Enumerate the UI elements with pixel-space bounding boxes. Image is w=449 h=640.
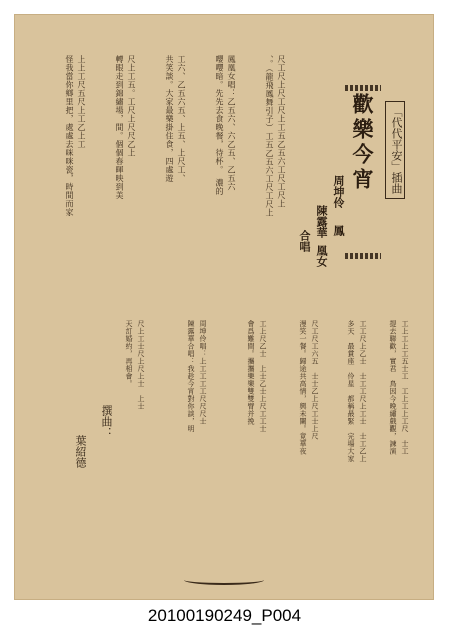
title-ornament-top <box>345 85 381 91</box>
upper-col-1: 尺工尺上尺工尺上工五乙五六工尺工尺上 <box>277 55 286 208</box>
lower-col-2: 提去聯歡，實君 鳥因今晚繡戲觀，諫演 <box>389 320 397 455</box>
lower-col-6: 漫笑一餐。歸途共高情，興未闌。竟華夜 <box>299 320 307 455</box>
upper-col-4: 嚶嚶暗。先先去食晚餐，待杯。 濃的 <box>215 55 224 196</box>
upper-col-3: 鳳凰女唱：乙五六、六乙五、乙五六 <box>227 55 236 191</box>
title-box: 「代代平安」插曲 <box>385 101 405 199</box>
lower-col-1: 工上工上工五士工 工上工上工尺 士工 <box>401 320 409 455</box>
upper-col-6: 共笑談。大家最樂掛住食，四處遊 <box>165 55 174 183</box>
performer-1: 周坤伶 <box>332 175 345 208</box>
lower-col-7: 工上尺乙士 上士乙士上尺工工士 <box>259 320 267 433</box>
document-page <box>14 14 434 600</box>
lower-col-9: 周坤伶唱：上工工工工尺尺尺士 <box>199 320 207 425</box>
upper-col-10: 怪我當你鄉里把，處處去咪咪瓷，時間而家 <box>65 55 74 217</box>
upper-col-7: 尺上工五。工尺上尺尺乙上 <box>127 55 136 157</box>
upper-col-8: 轉眼走到錦繡場，間。個個春暉映到美 <box>115 55 124 200</box>
lower-col-10: 陳露華合唱：我趁今宵對你談，明 <box>187 320 195 433</box>
bottom-ornament <box>184 575 264 585</box>
lower-col-12: 天訂婚約，再相會。 <box>125 320 133 388</box>
title-ornament-bottom <box>345 253 381 259</box>
role-3: 合唱 <box>298 230 311 252</box>
performer-2: 陳露華 <box>315 205 328 238</box>
arranger-name: 葉紹德 <box>74 435 87 468</box>
role-2: 凰女 <box>315 245 328 267</box>
role-1: 鳳 <box>332 225 345 236</box>
lower-col-3: 工工尺上乙士 士工工尺上工士 士工乙上 <box>359 320 367 463</box>
lower-col-5: 尺工尺工六五 士士乙上尺工士上尺 <box>311 320 319 440</box>
lower-col-11: 尺上工士尺上尺上士 上士 <box>137 320 145 410</box>
arranger-label: 撰曲： <box>100 405 113 438</box>
upper-col-2: 、。（龍飛鳳舞引子）工五乙五六工尺工尺上 <box>265 55 274 217</box>
upper-col-5: 工六、乙五六五、上五、上尺工、 <box>177 55 186 183</box>
image-caption: 20100190249_P004 <box>147 606 302 625</box>
lower-col-8: 會爲難間。攜攜樂樂雙雙臂并挽 <box>247 320 255 425</box>
song-title: 歡樂今宵 <box>350 93 375 193</box>
upper-col-9: 上上工尺五尺上工乙上工 <box>77 55 86 149</box>
lower-col-4: 多天 最賞座 伶星 都稱最緊 完場大家 <box>347 320 355 463</box>
